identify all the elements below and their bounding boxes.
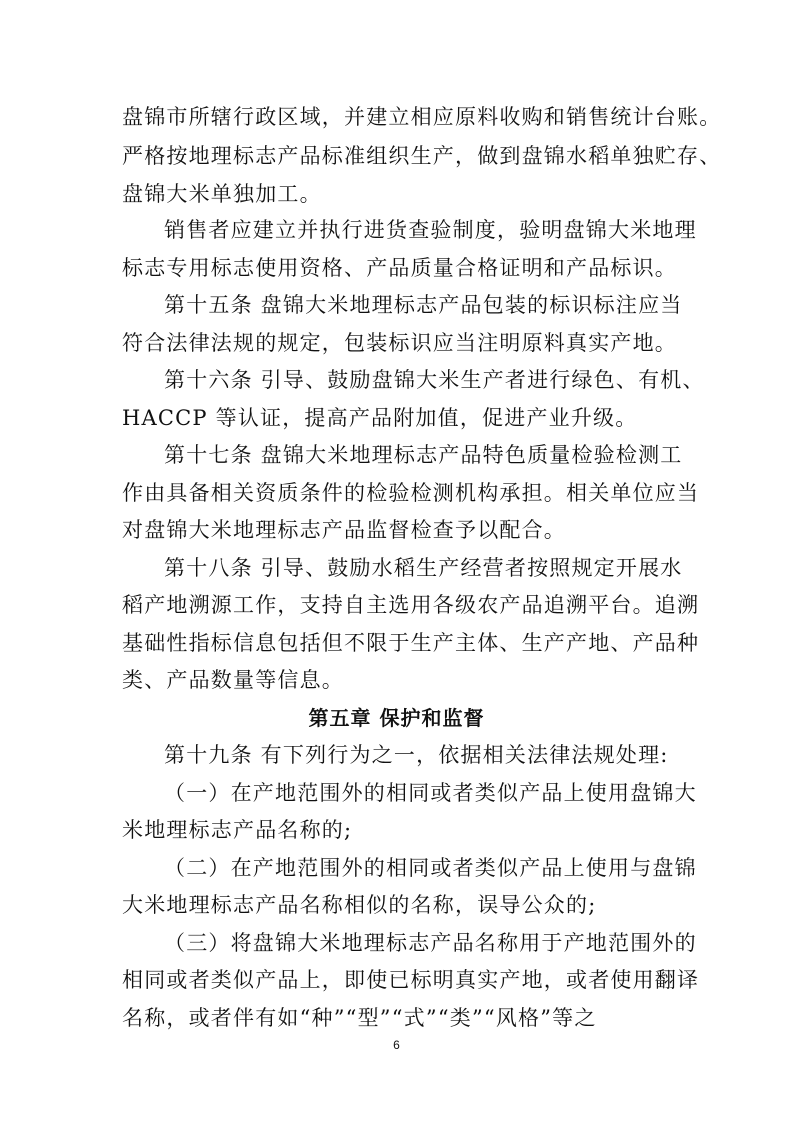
article-18-line: 第十八条 引导、鼓励水稻生产经营者按照规定开展水 <box>164 556 683 580</box>
list-item-line: （一）在产地范围外的相同或者类似产品上使用盘锦大 <box>164 781 697 805</box>
text-line: HACCP 等认证，提高产品附加值，促进产业升级。 <box>122 406 638 430</box>
text-line: 相同或者类似产品上，即使已标明真实产地，或者使用翻译 <box>122 968 700 992</box>
text-line: 米地理标志产品名称的; <box>122 818 353 842</box>
article-19-line: 第十九条 有下列行为之一，依据相关法律法规处理: <box>164 743 669 767</box>
text-line: 基础性指标信息包括但不限于生产主体、生产产地、产品种 <box>122 631 700 655</box>
chapter-heading: 第五章 保护和监督 <box>308 706 485 730</box>
article-16-line: 第十六条 引导、鼓励盘锦大米生产者进行绿色、有机、 <box>164 368 705 392</box>
text-line: 销售者应建立并执行进货查验制度，验明盘锦大米地理 <box>164 218 697 242</box>
text-line: 大米地理标志产品名称相似的名称，误导公众的; <box>122 893 597 917</box>
text-line: 盘锦大米单独加工。 <box>122 182 322 206</box>
text-line: 符合法律法规的规定，包装标识应当注明原料真实产地。 <box>122 331 677 355</box>
page-number: 6 <box>393 1038 400 1052</box>
text-line: 名称，或者伴有如“种”“型”“式”“类”“风格”等之 <box>122 1006 597 1030</box>
text-line: 稻产地溯源工作，支持自主选用各级农产品追溯平台。追溯 <box>122 593 700 617</box>
text-line: 类、产品数量等信息。 <box>122 668 344 692</box>
text-line: 标志专用标志使用资格、产品质量合格证明和产品标识。 <box>122 256 677 280</box>
text-line: 盘锦市所辖行政区域，并建立相应原料收购和销售统计台账。 <box>122 105 722 129</box>
text-line: 对盘锦大米地理标志产品监督检查予以配合。 <box>122 518 566 542</box>
text-line: 严格按地理标志产品标准组织生产，做到盘锦水稻单独贮存、 <box>122 144 722 168</box>
article-17-line: 第十七条 盘锦大米地理标志产品特色质量检验检测工 <box>164 443 683 467</box>
list-item-line: （三）将盘锦大米地理标志产品名称用于产地范围外的 <box>164 931 697 955</box>
text-line: 作由具备相关资质条件的检验检测机构承担。相关单位应当 <box>122 481 700 505</box>
list-item-line: （二）在产地范围外的相同或者类似产品上使用与盘锦 <box>164 856 697 880</box>
article-15-line: 第十五条 盘锦大米地理标志产品包装的标识标注应当 <box>164 293 683 317</box>
